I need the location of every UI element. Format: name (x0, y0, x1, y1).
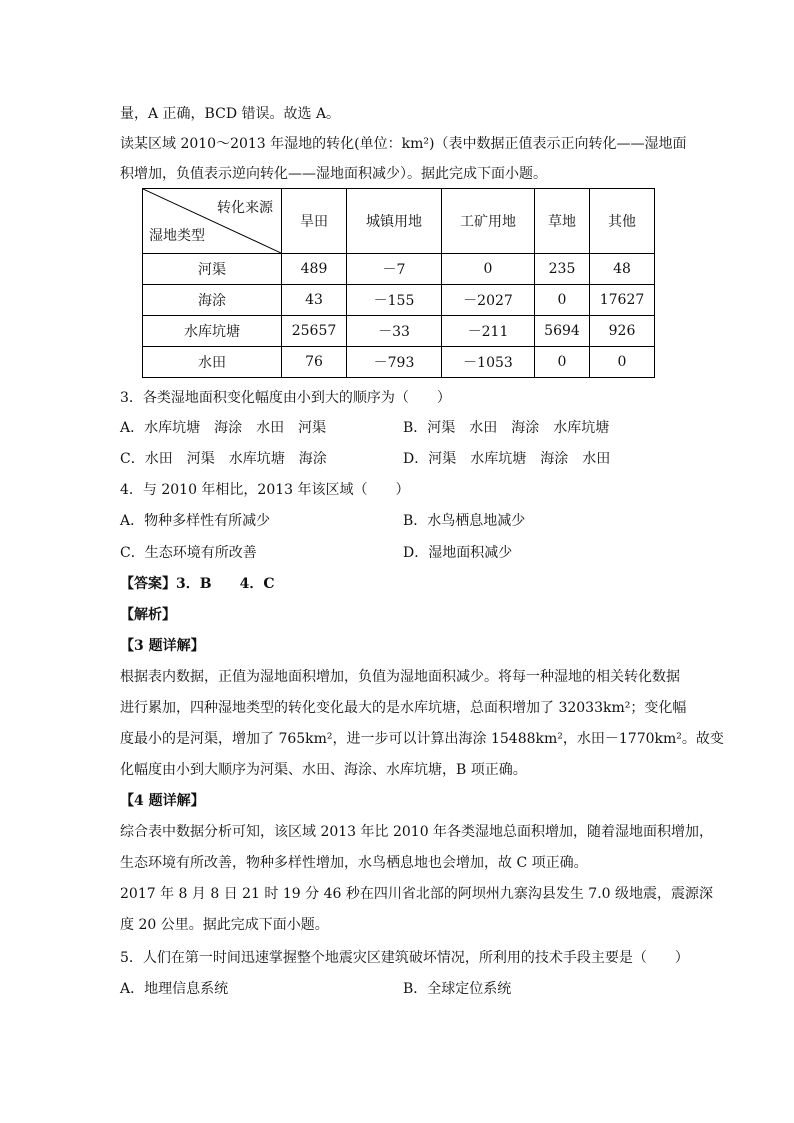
question-4-stem: 4．与 2010 年相比，2013 年该区域（ ） (120, 482, 410, 498)
table-cell: 0 (590, 347, 655, 378)
q4-option-d: D．湿地面积减少 (403, 545, 513, 561)
table-cell: 0 (442, 254, 535, 285)
table-cell: －155 (347, 285, 442, 316)
detail-4-heading: 【4 题详解】 (120, 793, 205, 809)
table-cell: －1053 (442, 347, 535, 378)
table-cell: 489 (282, 254, 347, 285)
intro-5-paragraph: 度 20 公里。据此完成下面小题。 (120, 917, 329, 933)
diagonal-header-cell (143, 189, 282, 254)
table-row (143, 285, 655, 316)
column-header: 旱田 (282, 189, 347, 254)
question-5-stem: 5．人们在第一时间迅速掌握整个地震灾区建筑破坏情况，所利用的技术手段主要是（ ） (120, 950, 689, 966)
table-cell: 76 (282, 347, 347, 378)
question-3-stem: 3．各类湿地面积变化幅度由小到大的顺序为（ ） (120, 390, 451, 406)
q4-option-a: A．物种多样性有所减少 (120, 513, 271, 529)
analysis-heading: 【解析】 (120, 607, 176, 623)
detail-4-paragraph: 生态环境有所改善，物种多样性增加，水鸟栖息地也会增加，故 C 项正确。 (120, 855, 588, 871)
row-header: 水库坑塘 (143, 316, 282, 347)
header-type-label: 湿地类型 (149, 228, 205, 244)
table-cell: 235 (535, 254, 590, 285)
header-source-label: 转化来源 (217, 200, 273, 216)
wetland-conversion-table (142, 188, 655, 378)
q5-option-a: A．地理信息系统 (120, 981, 229, 997)
column-header: 工矿用地 (442, 189, 535, 254)
table-cell: 17627 (590, 285, 655, 316)
table-cell: 5694 (535, 316, 590, 347)
q3-option-a: A．水库坑塘 海涂 水田 河渠 (120, 420, 327, 436)
intro-line: 积增加，负值表示逆向转化——湿地面积减少）。据此完成下面小题。 (120, 166, 547, 182)
text-line: 量，A 正确，BCD 错误。故选 A。 (120, 106, 341, 122)
table-cell: 0 (535, 347, 590, 378)
table-cell: －211 (442, 316, 535, 347)
q4-option-b: B．水鸟栖息地减少 (403, 513, 526, 529)
table-cell: 25657 (282, 316, 347, 347)
intro-5-paragraph: 2017 年 8 月 8 日 21 时 19 分 46 秒在四川省北部的阿坝州九寨沟县发生 7.0 级地震，震源深 (120, 886, 714, 902)
table-cell: －2027 (442, 285, 535, 316)
row-header: 海涂 (143, 285, 282, 316)
column-header: 其他 (590, 189, 655, 254)
table-cell: －793 (347, 347, 442, 378)
detail-3-paragraph: 进行累加，四种湿地类型的转化变化最大的是水库坑塘，总面积增加了 32033km²；变化幅 (120, 700, 687, 716)
table-cell: 926 (590, 316, 655, 347)
q3-option-b: B．河渠 水田 海涂 水库坑塘 (403, 420, 610, 436)
answer-line: 【答案】3．B 4．C (120, 576, 275, 592)
row-header: 水田 (143, 347, 282, 378)
q5-option-b: B．全球定位系统 (403, 981, 512, 997)
table-row (143, 254, 655, 285)
table-cell: 48 (590, 254, 655, 285)
column-header: 城镇用地 (347, 189, 442, 254)
detail-3-paragraph: 度最小的是河渠，增加了 765km²，进一步可以计算出海涂 15488km²，水田－1770km²。故变 (120, 731, 724, 747)
detail-3-heading: 【3 题详解】 (120, 638, 205, 654)
detail-3-paragraph: 根据表内数据，正值为湿地面积增加，负值为湿地面积减少。将每一种湿地的相关转化数据 (120, 669, 680, 685)
table-cell: 43 (282, 285, 347, 316)
q3-option-c: C．水田 河渠 水库坑塘 海涂 (120, 451, 327, 467)
column-header: 草地 (535, 189, 590, 254)
table-header-row (143, 189, 655, 254)
table-cell: －7 (347, 254, 442, 285)
table-row (143, 347, 655, 378)
q3-option-d: D．河渠 水库坑塘 海涂 水田 (403, 451, 611, 467)
intro-line: 读某区域 2010～2013 年湿地的转化(单位：km²)（表中数据正值表示正向转化——湿地面 (120, 136, 687, 152)
q4-option-c: C．生态环境有所改善 (120, 545, 257, 561)
table-cell: 0 (535, 285, 590, 316)
row-header: 河渠 (143, 254, 282, 285)
table-row (143, 316, 655, 347)
detail-4-paragraph: 综合表中数据分析可知，该区域 2013 年比 2010 年各类湿地总面积增加，随着湿地面积增加， (120, 824, 714, 840)
detail-3-paragraph: 化幅度由小到大顺序为河渠、水田、海涂、水库坑塘，B 项正确。 (120, 762, 527, 778)
table-cell: －33 (347, 316, 442, 347)
